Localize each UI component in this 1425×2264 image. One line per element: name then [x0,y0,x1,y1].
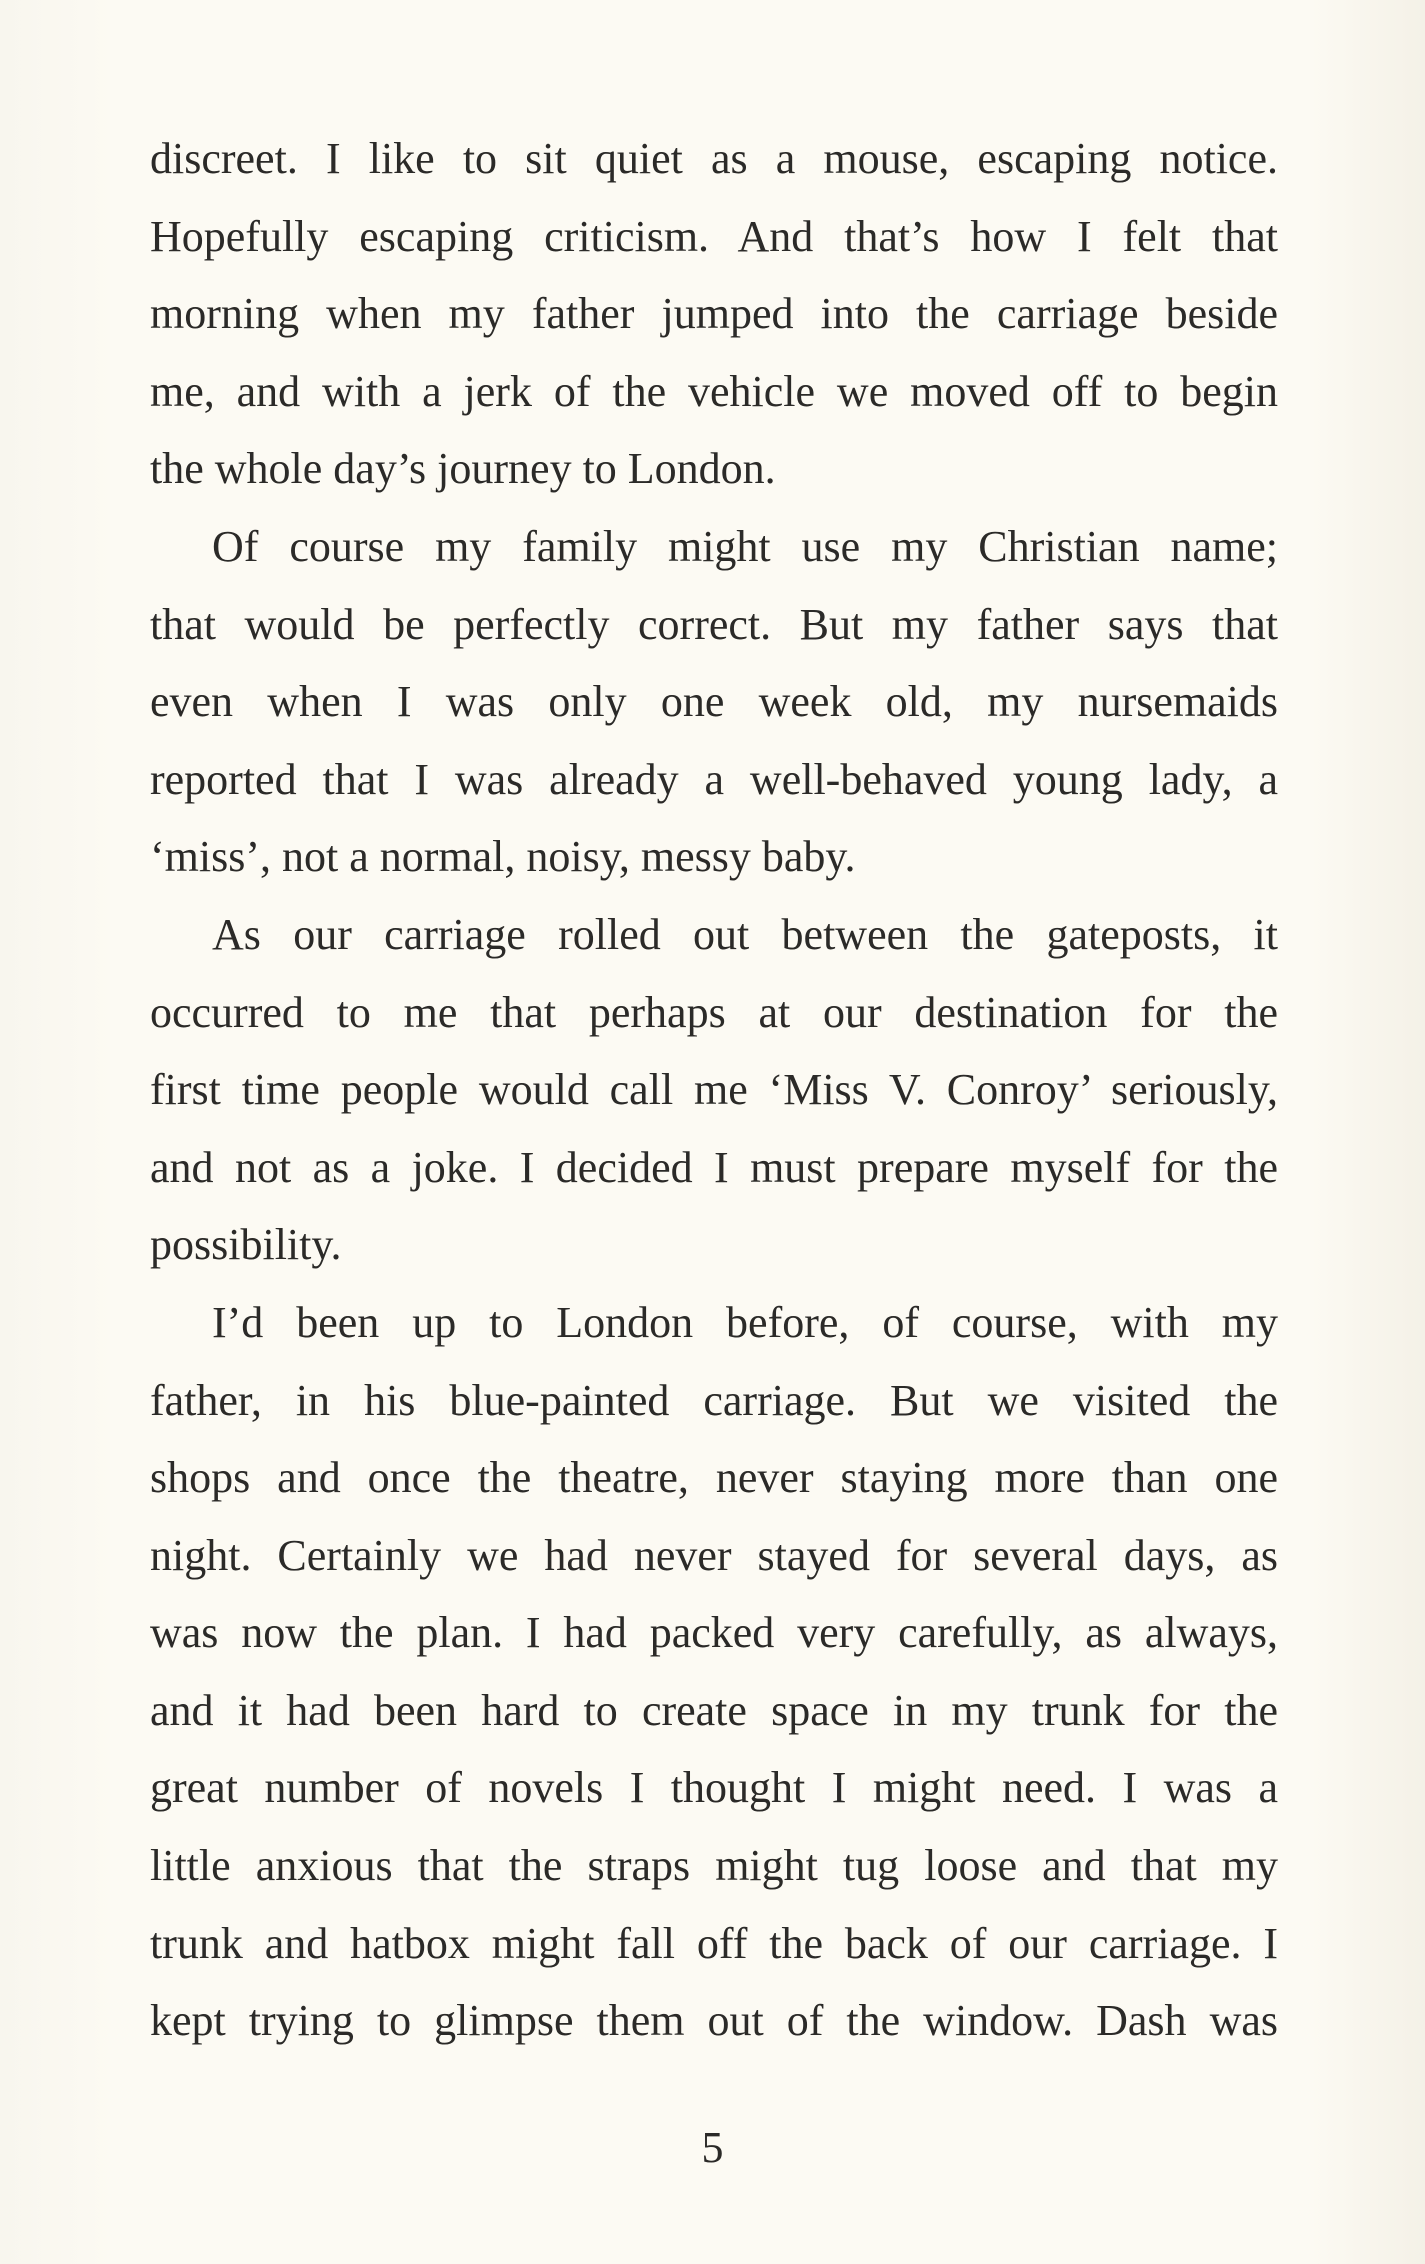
text-line: even when I was only one week old, my nursemaids [150,677,1278,727]
text-line: Of course my family might use my Christian name; [212,521,1278,571]
text-line: discreet. I like to sit quiet as a mouse, escaping notice. [150,134,1278,183]
text-line: occurred to me that perhaps at our destination for the [150,987,1278,1037]
text-line: Hopefully escaping criticism. And that’s how I felt that [150,211,1278,261]
page-number: 5 [701,2123,724,2172]
text-line: little anxious that the straps might tug loose and that my [150,1841,1278,1891]
text-line: morning when my father jumped into the carriage beside [150,289,1278,339]
text-line: me, and with a jerk of the vehicle we moved off to begin [150,366,1278,416]
text-line: possibility. [150,1220,342,1270]
text-line: ‘miss’, not a normal, noisy, messy baby. [150,832,856,882]
body-text [150,120,1278,2060]
text-line: was now the plan. I had packed very carefully, as always, [150,1608,1278,1658]
text-line: father, in his blue-painted carriage. But we visited the [150,1375,1278,1425]
text-line: great number of novels I thought I might need. I was a [150,1763,1278,1813]
text-line: and it had been hard to create space in my trunk for the [150,1685,1278,1735]
text-line: trunk and hatbox might fall off the back of our carriage. I [150,1918,1278,1968]
text-line: reported that I was already a well-behaved young lady, a [150,754,1278,804]
text-line: the whole day’s journey to London. [150,444,776,494]
text-line: night. Certainly we had never stayed for several days, as [150,1530,1278,1580]
text-line: first time people would call me ‘Miss V. Conroy’ seriously, [150,1065,1278,1115]
text-line: and not as a joke. I decided I must prepare myself for the [150,1142,1278,1192]
text-line: I’d been up to London before, of course, with my [212,1297,1278,1347]
text-line: that would be perfectly correct. But my father says that [150,599,1278,649]
text-line: As our carriage rolled out between the gateposts, it [212,909,1278,959]
text-line: shops and once the theatre, never staying more than one [150,1453,1278,1503]
text-line: kept trying to glimpse them out of the window. Dash was [150,1996,1278,2046]
